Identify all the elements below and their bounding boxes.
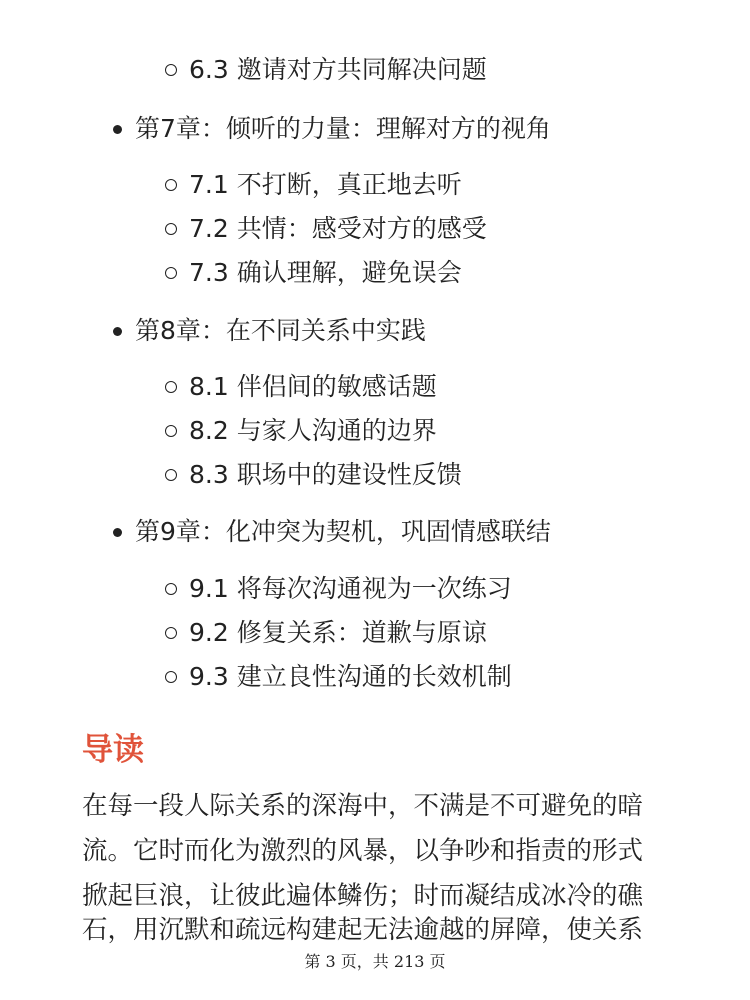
solid-bullet-icon [113,125,122,134]
toc-subitem-label: 7.3 确认理解，避免误会 [189,258,462,287]
toc-subitem [189,370,437,404]
toc-chapter [135,515,551,549]
toc-subitem-label: 9.3 建立良性沟通的长效机制 [189,662,512,691]
hollow-bullet-icon [165,583,177,595]
toc-subitem-label: 6.3 邀请对方共同解决问题 [189,55,487,84]
toc-subitem-label: 8.2 与家人沟通的边界 [189,416,437,445]
toc-subitem [189,168,462,202]
solid-bullet-icon [113,327,122,336]
toc-subitem [189,660,512,694]
toc-subitem [189,256,462,290]
toc-chapter [135,314,426,348]
toc-subitem-label: 9.1 将每次沟通视为一次练习 [189,574,512,603]
body-text-line: 在每一段人际关系的深海中，不满是不可避免的暗 [82,791,644,821]
toc-chapter-label: 第9章：化冲突为契机，巩固情感联结 [135,517,551,546]
toc-subitem-label: 8.1 伴侣间的敏感话题 [189,372,437,401]
solid-bullet-icon [113,528,122,537]
hollow-bullet-icon [165,627,177,639]
body-text-line: 流。它时而化为激烈的风暴，以争吵和指责的形式 [82,836,644,866]
toc-chapter-label: 第8章：在不同关系中实践 [135,316,426,345]
toc-subitem [189,414,437,448]
toc-chapter [135,112,551,146]
toc-subitem-label: 9.2 修复关系：道歉与原谅 [189,618,487,647]
hollow-bullet-icon [165,381,177,393]
hollow-bullet-icon [165,223,177,235]
toc-subitem [189,572,512,606]
hollow-bullet-icon [165,267,177,279]
hollow-bullet-icon [165,671,177,683]
hollow-bullet-icon [165,469,177,481]
toc-subitem [189,616,487,650]
toc-chapter-label: 第7章：倾听的力量：理解对方的视角 [135,114,551,143]
toc-subitem [189,53,487,87]
toc-subitem [189,212,487,246]
section-heading: 导读 [82,732,144,768]
body-text-line: 掀起巨浪，让彼此遍体鳞伤；时而凝结成冰冷的礁 [82,881,644,911]
page-footer: 第 3 页，共 213 页 [304,952,446,971]
hollow-bullet-icon [165,64,177,76]
toc-subitem-label: 8.3 职场中的建设性反馈 [189,460,462,489]
body-text-line: 石，用沉默和疏远构建起无法逾越的屏障，使关系 [82,915,644,945]
toc-subitem-label: 7.2 共情：感受对方的感受 [189,214,487,243]
toc-subitem-label: 7.1 不打断，真正地去听 [189,170,462,199]
hollow-bullet-icon [165,179,177,191]
hollow-bullet-icon [165,425,177,437]
toc-subitem [189,458,462,492]
